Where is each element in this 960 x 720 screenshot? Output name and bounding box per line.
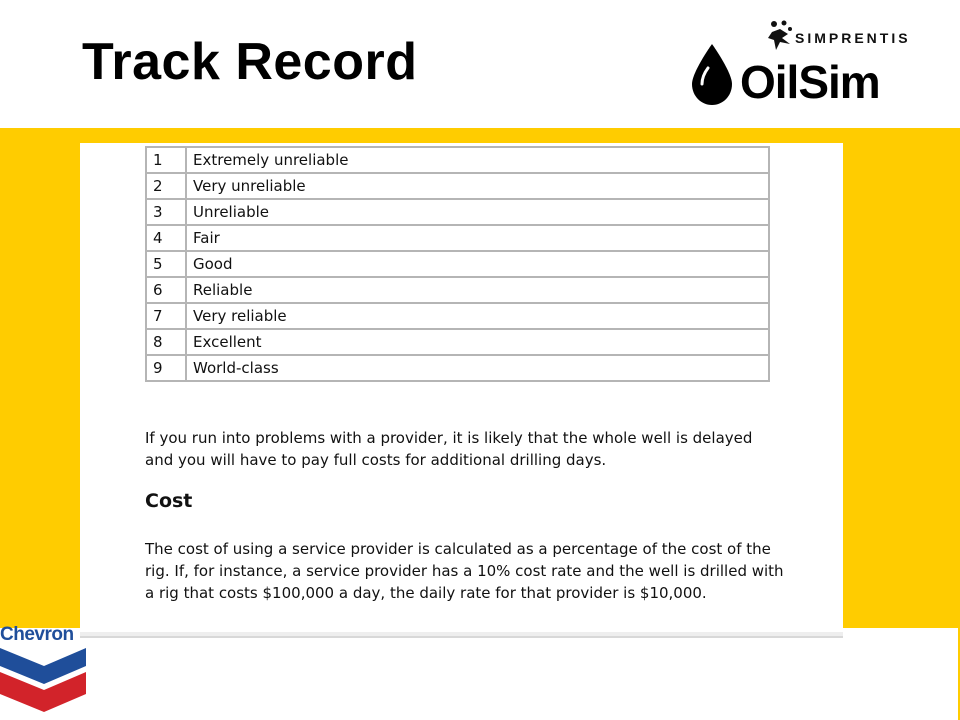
table-row xyxy=(146,173,769,199)
slide-title: Track Record xyxy=(82,33,418,91)
simprentis-wordmark: SIMPRENTIS xyxy=(795,30,911,46)
cost-paragraph: The cost of using a service provider is calculated as a percentage of the cost of the rig. If, for instance, a service provider has a 10% cost rate and the well is drilled with a rig that costs $100,000 a day, the daily rate for that provider is $10,000. xyxy=(145,540,784,602)
rating-number: 5 xyxy=(146,251,186,277)
rating-number: 6 xyxy=(146,277,186,303)
rating-number: 9 xyxy=(146,355,186,381)
cost-heading: Cost xyxy=(145,490,193,512)
table-row xyxy=(146,329,769,355)
simprentis-mark-icon xyxy=(768,20,794,52)
rating-number: 1 xyxy=(146,147,186,173)
table-row xyxy=(146,251,769,277)
rating-label: Reliable xyxy=(186,277,769,303)
provider-problems-paragraph: If you run into problems with a provider, it is likely that the whole well is delayed and you will have to pay full costs for additional drilling days. xyxy=(145,429,753,469)
table-row xyxy=(146,147,769,173)
bottom-strip xyxy=(0,628,960,720)
table-row xyxy=(146,355,769,381)
table-row xyxy=(146,277,769,303)
rating-label: Excellent xyxy=(186,329,769,355)
chevron-wordmark: Chevron xyxy=(0,624,74,645)
rating-number: 2 xyxy=(146,173,186,199)
rating-label: World-class xyxy=(186,355,769,381)
table-row xyxy=(146,199,769,225)
rating-label: Unreliable xyxy=(186,199,769,225)
rating-label: Very reliable xyxy=(186,303,769,329)
oilsim-wordmark: OilSim xyxy=(740,56,880,108)
rating-number: 4 xyxy=(146,225,186,251)
rating-number: 7 xyxy=(146,303,186,329)
reliability-scale-table xyxy=(145,146,770,382)
rating-label: Extremely unreliable xyxy=(186,147,769,173)
table-row xyxy=(146,225,769,251)
table-row xyxy=(146,303,769,329)
oil-drop-icon xyxy=(690,44,734,106)
rating-label: Good xyxy=(186,251,769,277)
document-shadow xyxy=(80,632,843,636)
rating-label: Very unreliable xyxy=(186,173,769,199)
rating-number: 3 xyxy=(146,199,186,225)
rating-label: Fair xyxy=(186,225,769,251)
rating-number: 8 xyxy=(146,329,186,355)
